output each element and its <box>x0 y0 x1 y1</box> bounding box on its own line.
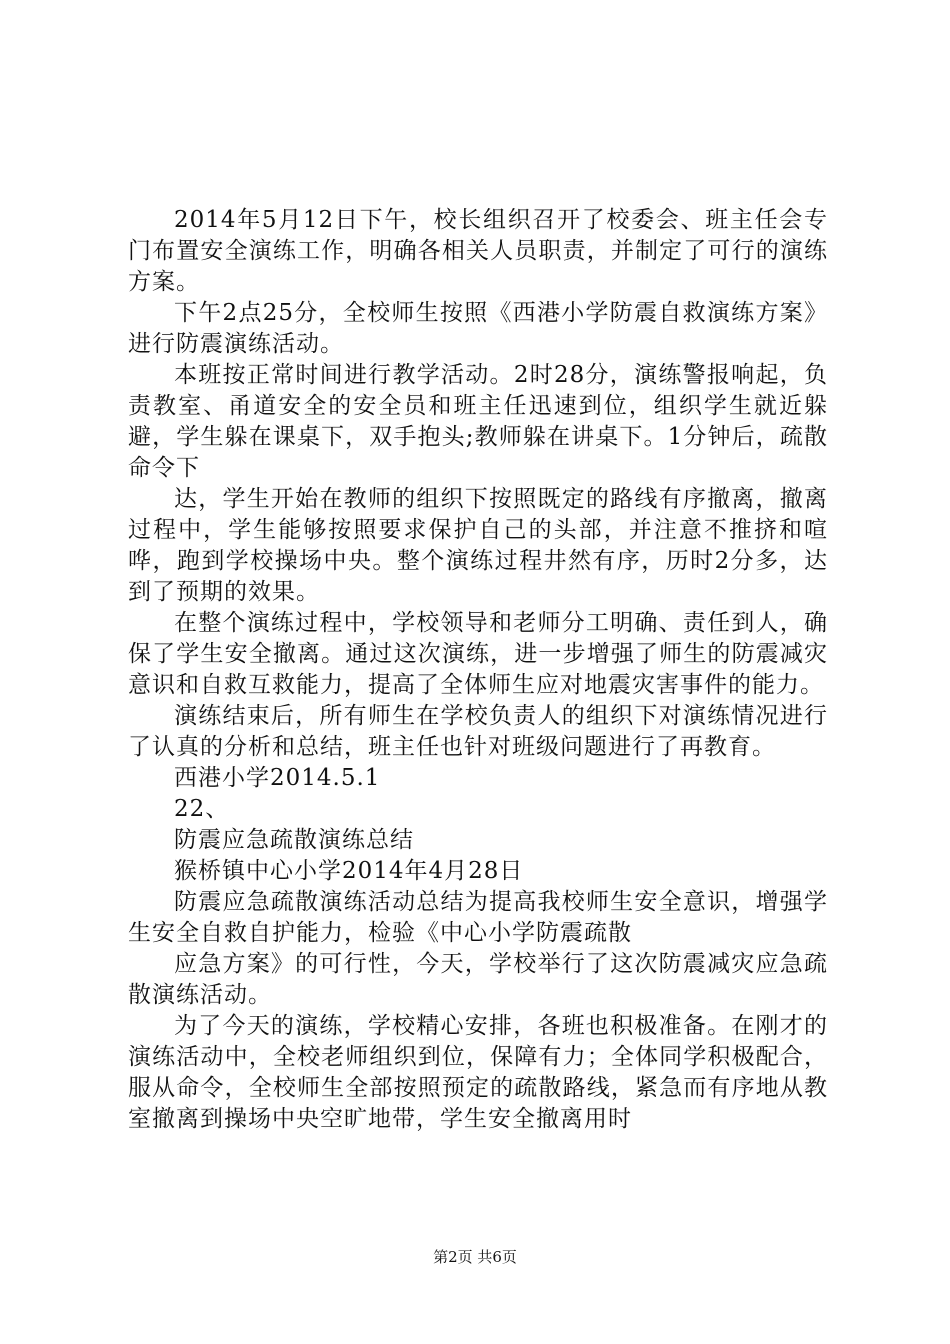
paragraph-class-activity: 本班按正常时间进行教学活动。2时28分，演练警报响起，负责教室、甬道安全的安全员和班主任迅速到位，组织学生就近躲避，学生躲在课桌下，双手抱头;教师躲在讲桌下。1分钟后，疏散命令下 <box>128 362 828 481</box>
paragraph-summary-plan: 应急方案》的可行性，今天，学校举行了这次防震减灾应急疏散演练活动。 <box>128 951 828 1008</box>
section-number: 22、 <box>174 796 230 822</box>
signature-line: 西港小学2014.5.1 <box>174 765 381 791</box>
paragraph-review: 演练结束后，所有师生在学校负责人的组织下对演练情况进行了认真的分析和总结，班主任也针对班级问题进行了再教育。 <box>128 703 828 760</box>
paragraph-meeting: 2014年5月12日下午，校长组织召开了校委会、班主任会专门布置安全演练工作，明确各相关人员职责，并制定了可行的演练方案。 <box>128 207 828 295</box>
paragraph-evacuation: 达，学生开始在教师的组织下按照既定的路线有序撤离，撤离过程中，学生能够按照要求保护自己的头部，并注意不推挤和喧哗，跑到学校操场中央。整个演练过程井然有序，历时2分多，达到了预期的效果。 <box>128 486 828 605</box>
section-author-date: 猴桥镇中心小学2014年4月28日 <box>174 858 524 884</box>
page-footer: 第2页 共6页 <box>433 1248 517 1266</box>
document-body <box>128 205 828 1135</box>
section-title: 防震应急疏散演练总结 <box>174 827 414 853</box>
paragraph-summary-intro: 防震应急疏散演练活动总结为提高我校师生安全意识，增强学生安全自救自护能力，检验《中心小学防震疏散 <box>128 889 828 946</box>
paragraph-drill-start: 下午2点25分，全校师生按照《西港小学防震自救演练方案》进行防震演练活动。 <box>128 300 828 357</box>
paragraph-outcome: 在整个演练过程中，学校领导和老师分工明确、责任到人，确保了学生安全撤离。通过这次演练，进一步增强了师生的防震减灾意识和自救互救能力，提高了全体师生应对地震灾害事件的能力。 <box>128 610 828 698</box>
paragraph-summary-prep: 为了今天的演练，学校精心安排，各班也积极准备。在刚才的演练活动中，全校老师组织到位，保障有力；全体同学积极配合，服从命令，全校师生全部按照预定的疏散路线，紧急而有序地从教室撤离到操场中央空旷地带，学生安全撤离用时 <box>128 1013 828 1132</box>
